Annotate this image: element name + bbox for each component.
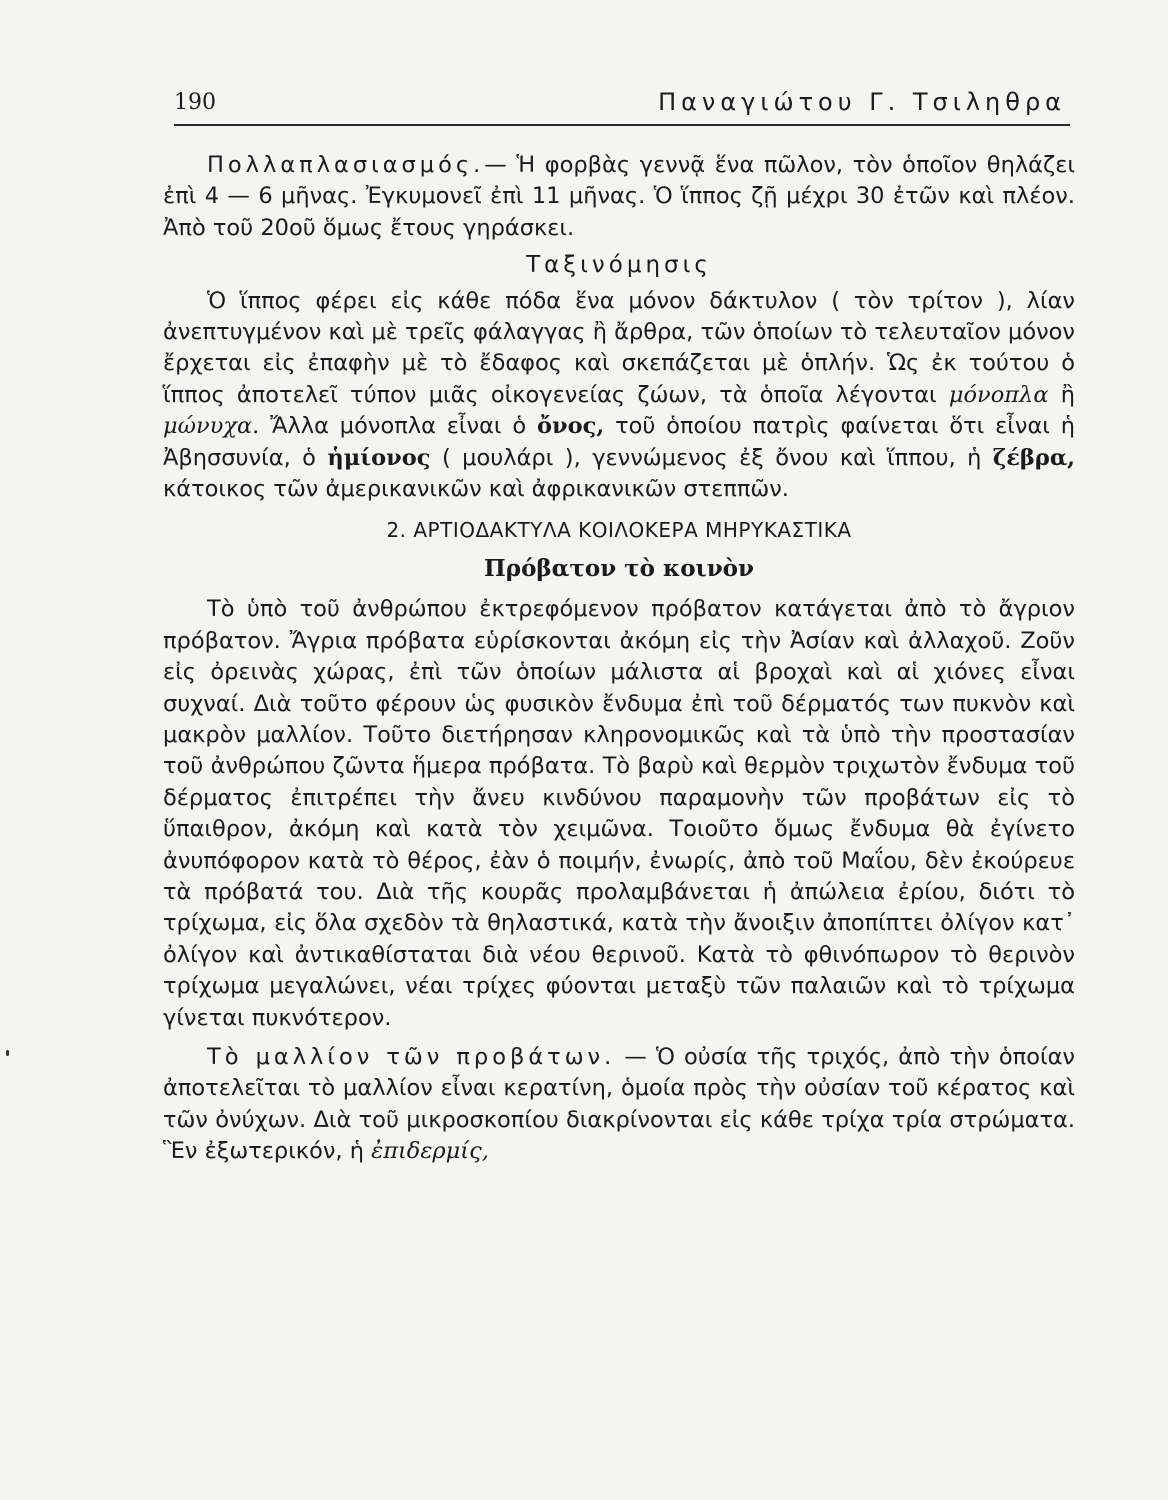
paragraph-lead: Τὸ μαλλίον τῶν προβάτων.: [207, 1043, 616, 1070]
body-text: [163, 150, 1075, 1168]
text-run: κάτοικος τῶν ἀμερικανικῶν καὶ ἀφρικανικῶν στεππῶν.: [163, 476, 789, 503]
text-run: Ὁ ἵππος φέρει εἰς κάθε πόδα ἕνα μόνον δάκτυλον ( τὸν τρίτον ), λίαν ἀνεπτυγμένον καὶ μὲ τρεῖς φάλαγγας ἢ ἄρθρα, τῶν ὁποίων τὸ τελευταῖον μόνον ἔρχεται εἰς ἐπαφὴν μὲ τὸ ἔδαφος καὶ σκεπάζεται μὲ ὁπλήν. Ὡς ἐκ τούτου ὁ ἵππος ἀποτελεῖ τύπον μιᾶς οἰκογενείας ζώων, τὰ ὁποῖα λέγονται: [163, 287, 1075, 408]
subsection-title: Πρόβατον τὸ κοινὸν: [484, 554, 754, 582]
bold-term: ὄνος,: [537, 413, 605, 440]
text-run: ( μουλάρι ), γεννώμενος ἐξ ὄνου καὶ ἵππου, ἡ: [441, 444, 982, 471]
paragraph-text: — Ὁ οὐσία τῆς τριχός, ἀπὸ τὴν ὁποίαν ἀποτελεῖται τὸ μαλλίον εἶναι κερατίνη, ὁμοία πρὸς τὴν οὐσίαν τοῦ κέρατος καὶ τῶν ὀνύχων. Διὰ τοῦ μικροσκοπίου διακρίνονται εἰς κάθε τρίχα τρία στρώματα. Ἓν ἐξωτερικόν, ἡ: [163, 1043, 1075, 1165]
italic-term: μώνυχα.: [163, 413, 260, 440]
bold-term: ζέβρα,: [992, 444, 1075, 471]
scan-speck: [6, 1050, 9, 1056]
paragraph-lead: Πολλαπλασιασμός.: [207, 152, 485, 178]
page-number: 190: [174, 90, 216, 115]
text-run: τοῦ ὁποίου πατρὶς φαίνεται ὅτι εἶναι ἡ Ἀβησσυνία, ὁ: [163, 413, 1076, 471]
page-header: [174, 84, 1070, 126]
paragraph-text: — Ἡ φορβὰς γεννᾷ ἕνα πῶλον, τὸν ὁποῖον θηλάζει ἐπὶ 4 — 6 μῆνας. Ἐγκυμονεῖ ἐπὶ 11 μῆνας. Ὁ ἵππος ζῇ μέχρι 30 ἐτῶν καὶ πλέον. Ἀπὸ τοῦ 20οῦ ὅμως ἔτους γηράσκει.: [163, 152, 1075, 241]
text-run: Ἄλλα μόνοπλα εἶναι ὁ: [270, 413, 527, 440]
paragraph-taxonomy: [163, 286, 1075, 506]
bold-term: ἡμίονος: [327, 444, 431, 471]
heading-taxonomy: Ταξινόμησις: [526, 252, 712, 279]
text-run: ἢ: [1060, 381, 1075, 408]
paragraph-sheep: Τὸ ὑπὸ τοῦ ἀνθρώπου ἐκτρεφόμενον πρόβατον κατάγεται ἀπὸ τὸ ἄγριον πρόβατον. Ἄγρια πρόβατα εὑρίσκονται ἀκόμη εἰς τὴν Ἀσίαν καὶ ἀλλαχοῦ. Ζοῦν εἰς ὀρεινὰς χώρας, ἐπὶ τῶν ὁποίων μάλιστα αἱ βροχαὶ καὶ αἱ χιόνες εἶναι συχναί. Διὰ τοῦτο φέρουν ὡς φυσικὸν ἔνδυμα ἐπὶ τοῦ δέρματός των πυκνὸν καὶ μακρὸν μαλλίον. Τοῦτο διετήρησαν κληρονομικῶς καὶ τὰ ὑπὸ τὴν προστασίαν τοῦ ἀνθρώπου ζῶντα ἥμερα πρόβατα. Τὸ βαρὺ καὶ θερμὸν τριχωτὸν ἔνδυμα τοῦ δέρματος ἐπιτρέπει τὴν ἄνευ κινδύνου παραμονὴν τῶν προβάτων εἰς τὸ ὕπαιθρον, ἀκόμη καὶ κατὰ τὸν χειμῶνα. Τοιοῦτο ὅμως ἔνδυμα θὰ ἐγίνετο ἀνυπόφορον κατὰ τὸ θέρος, ἐὰν ὁ ποιμήν, ἐνωρίς, ἀπὸ τοῦ Μαΐου, δὲν ἐκούρευε τὰ πρόβατά του. Διὰ τῆς κουρᾶς προλαμβάνεται ἡ ἀπώλεια ἐρίου, διότι τὸ τρίχωμα, εἰς ὅλα σχεδὸν τὰ θηλαστικά, κατὰ τὴν ἄνοιξιν ἀποπίπτει ὀλίγον κατ᾽ ὀλίγον καὶ ἀντικαθίσταται διὰ νέου θερινοῦ. Κατὰ τὸ φθινόπωρον τὸ θερινὸν τρίχωμα μεγαλώνει, νέαι τρίχες φύονται μεταξὺ τῶν παλαιῶν καὶ τὸ τρίχωμα γίνεται πυκνότερον.: [163, 596, 1075, 1031]
paragraph-reproduction: [163, 150, 1075, 244]
running-head: Παναγιώτου Γ. Τσιληθρα: [658, 88, 1066, 116]
paragraph-wool: [163, 1042, 1075, 1168]
italic-term: μόνοπλα: [948, 381, 1049, 408]
italic-term: ἐπιδερμίς,: [371, 1138, 489, 1165]
section-title: 2. ΑΡΤΙΟΔΑΚΤΥΛΑ ΚΟΙΛΟΚΕΡΑ ΜΗΡΥΚΑΣΤΙΚΑ: [386, 518, 852, 543]
